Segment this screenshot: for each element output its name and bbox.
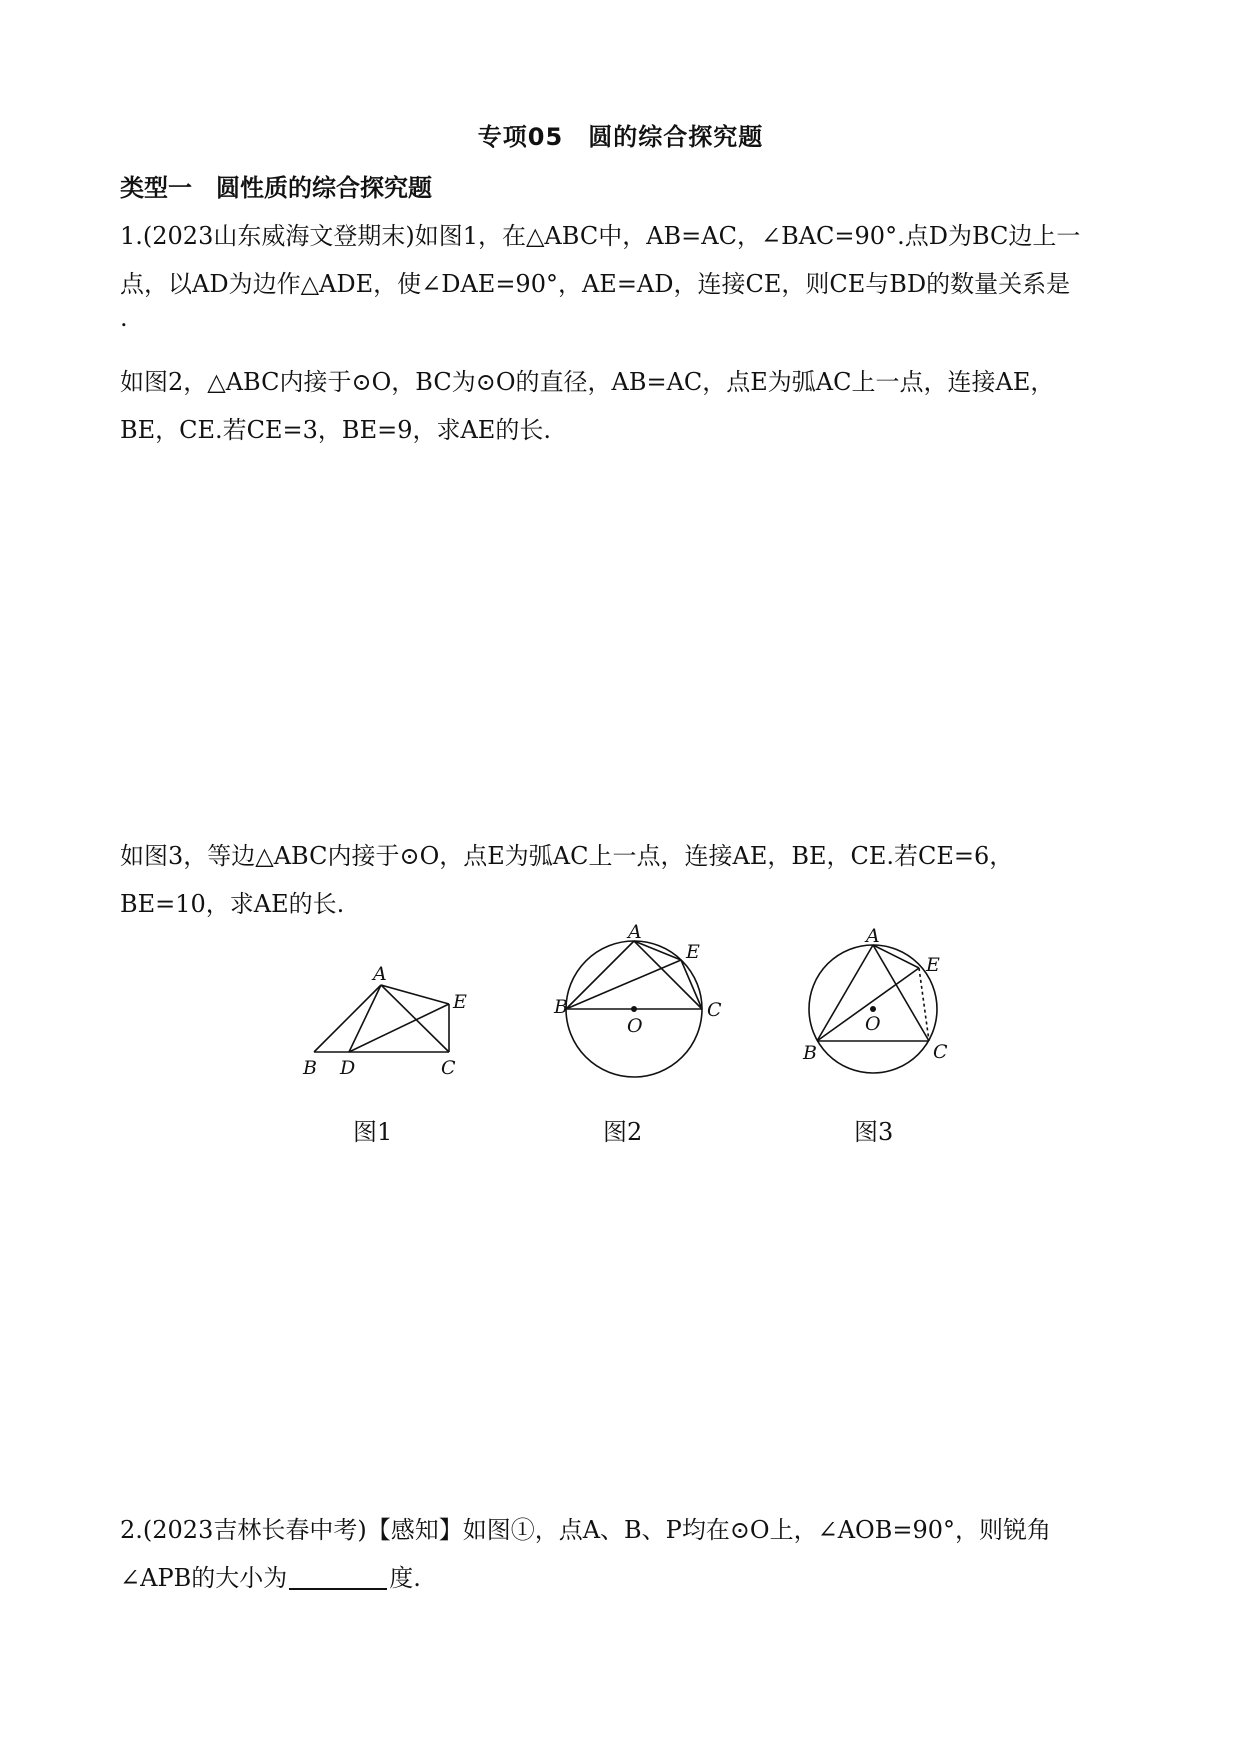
label-c: C — [707, 999, 722, 1021]
figure-1-diagram — [300, 955, 470, 1079]
label-d: D — [340, 1057, 356, 1079]
segment-be — [566, 960, 681, 1009]
problem1-part3-line1: 如图3，等边△ABC内接于⊙O，点E为弧AC上一点，连接AE，BE，CE.若CE=6， — [120, 842, 1014, 870]
problem1-line1: 1.(2023山东威海文登期末)如图1，在△ABC中，AB=AC，∠BAC=90°.点D为BC边上一 — [120, 222, 1081, 250]
label-e: E — [926, 954, 940, 976]
label-c: C — [933, 1041, 948, 1063]
segment-de — [349, 1004, 449, 1052]
segment-ce — [919, 968, 929, 1041]
figure-2-diagram — [552, 921, 722, 1078]
label-b: B — [803, 1042, 817, 1064]
segment-ad — [349, 985, 381, 1052]
figure-1 — [300, 955, 470, 1079]
figure-3-diagram — [800, 925, 970, 1078]
label-e: E — [686, 941, 700, 963]
label-o: O — [865, 1013, 881, 1035]
problem2-line2-after: 度. — [389, 1564, 421, 1592]
problem1-line2: 点，以AD为边作△ADE，使∠DAE=90°，AE=AD，连接CE，则CE与BD的数量关系是 — [120, 270, 1071, 298]
label-c: C — [441, 1057, 456, 1079]
label-b: B — [303, 1057, 317, 1079]
problem1-part2-line1: 如图2，△ABC内接于⊙O，BC为⊙O的直径，AB=AC，点E为弧AC上一点，连接AE， — [120, 368, 1055, 396]
answer-blank[interactable] — [289, 1566, 387, 1590]
figure-3 — [800, 925, 970, 1078]
problem1-part3-line2: BE=10，求AE的长. — [120, 890, 345, 918]
problem2-line1: 2.(2023吉林长春中考)【感知】如图①，点A、B、P均在⊙O上，∠AOB=90°，则锐角 — [120, 1516, 1052, 1544]
center-dot — [870, 1006, 876, 1012]
figure-3-caption: 图3 — [854, 1118, 894, 1146]
label-a: A — [373, 963, 387, 985]
center-dot — [631, 1006, 637, 1012]
segment-ab — [566, 941, 634, 1009]
figure-2 — [552, 921, 722, 1078]
figure-1-caption: 图1 — [353, 1118, 393, 1146]
figure-2-caption: 图2 — [603, 1118, 643, 1146]
problem1-part2-line2: BE，CE.若CE=3，BE=9，求AE的长. — [120, 416, 551, 444]
problem2-line2-before: ∠APB的大小为 — [120, 1564, 288, 1592]
section-heading: 类型一 圆性质的综合探究题 — [120, 174, 432, 202]
problem1-line3: . — [120, 304, 128, 332]
segment-ce — [681, 960, 702, 1009]
label-e: E — [453, 991, 467, 1013]
label-b: B — [554, 996, 568, 1018]
segment-ae — [634, 941, 681, 960]
page-title: 专项05 圆的综合探究题 — [477, 123, 764, 151]
label-a: A — [628, 921, 642, 943]
label-a: A — [866, 925, 880, 947]
problem2-line2 — [120, 1558, 421, 1593]
label-o: O — [627, 1015, 643, 1037]
